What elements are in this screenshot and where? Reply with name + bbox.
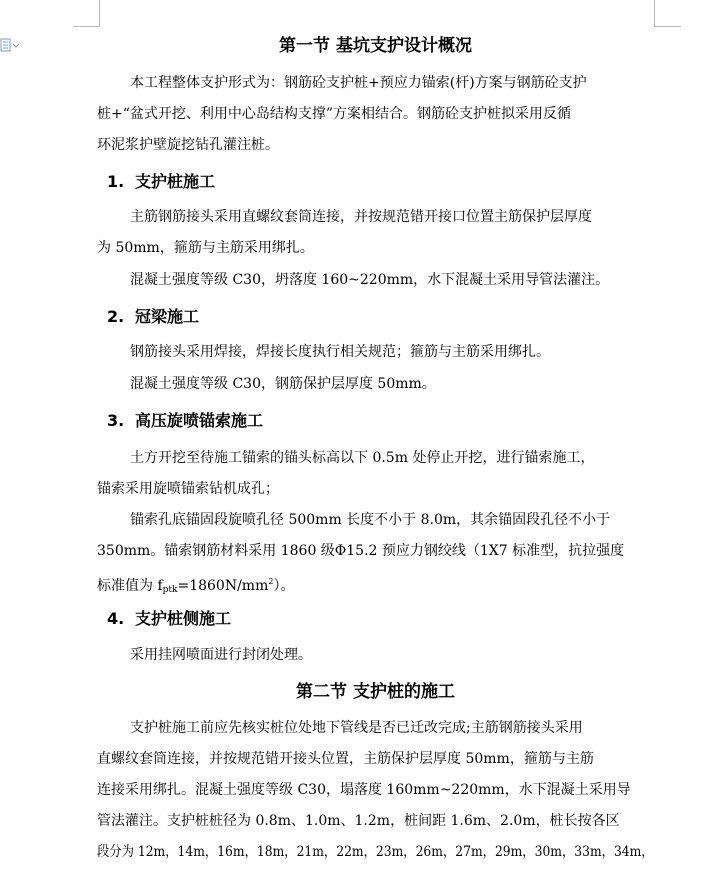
heading-jet-anchor-construction xyxy=(107,410,263,432)
text-run: ）。 xyxy=(273,578,295,594)
paragraph-line: 钢筋接头采用焊接，焊接长度执行相关规范；箍筋与主筋采用绑扎。 xyxy=(130,344,550,360)
paragraph-line: 土方开挖至待施工锚索的锚头标高以下 0.5m 处停止开挖，进行锚索施工， xyxy=(130,450,595,466)
heading-text: 冠梁施工 xyxy=(135,307,200,326)
document-outline-icon[interactable] xyxy=(0,38,20,52)
paragraph-line: 桩+“盆式开挖、利用中心岛结构支撑”方案相结合。钢筋砼支护桩拟采用反循 xyxy=(97,106,572,122)
text-run: 标准值为 xyxy=(97,578,158,594)
page-corner-mark-top-left xyxy=(73,0,100,27)
formula-symbol: f xyxy=(157,578,163,594)
paragraph-line: 锚索孔底锚固段旋喷孔径 500mm 长度不小于 8.0m，其余锚固段孔径不小于 xyxy=(130,512,611,528)
paragraph-line: 锚索采用旋喷锚索钻机成孔； xyxy=(97,481,279,497)
heading-crown-beam-construction xyxy=(107,306,199,328)
heading-support-pile-construction xyxy=(107,171,215,193)
paragraph-line: 管法灌注。支护桩桩径为 0.8m、1.0m、1.2m，桩间距 1.6m、2.0m，桩长按各区 xyxy=(97,813,620,829)
formula-value: =1860N/mm xyxy=(177,578,269,594)
paragraph-line: 支护桩施工前应先核实桩位处地下管线是否已迁改完成;主筋钢筋接头采用 xyxy=(130,720,583,736)
heading-number: 3. xyxy=(107,411,125,430)
heading-text: 支护桩施工 xyxy=(135,172,216,191)
heading-pile-side-construction xyxy=(107,608,231,630)
paragraph-line: 混凝土强度等级 C30，坍落度 160~220mm，水下混凝土采用导管法灌注。 xyxy=(130,272,610,288)
paragraph-line: 350mm。锚索钢筋材料采用 1860 级Φ15.2 预应力钢绞线（1X7 标准型，抗拉强度 xyxy=(97,543,625,559)
paragraph-line: 环泥浆护壁旋挖钻孔灌注桩。 xyxy=(97,137,279,153)
formula-superscript: 2 xyxy=(268,577,274,586)
paragraph-line: 连接采用绑扎。混凝土强度等级 C30，塌落度 160mm~220mm，水下混凝土采用导 xyxy=(97,782,631,798)
formula-subscript: ptk xyxy=(162,585,178,595)
paragraph-line: 采用挂网喷面进行封闭处理。 xyxy=(130,647,312,663)
heading-number: 1. xyxy=(107,172,125,191)
paragraph-line-formula xyxy=(97,572,294,600)
paragraph-line: 为 50mm，箍筋与主筋采用绑扎。 xyxy=(97,240,314,256)
paragraph-line: 主筋钢筋接头采用直螺纹套筒连接，并按规范错开接口位置主筋保护层厚度 xyxy=(130,209,592,225)
paragraph-line: 直螺纹套筒连接，并按规范错开接头位置，主筋保护层厚度 50mm，箍筋与主筋 xyxy=(97,751,594,767)
paragraph-line: 段分为 12m，14m，16m，18m，21m，22m，23m，26m，27m，29m，30m，33m，34m， xyxy=(97,844,654,860)
section2-title: 第二节 支护桩的施工 xyxy=(296,682,455,702)
heading-number: 2. xyxy=(107,307,125,326)
section1-title: 第一节 基坑支护设计概况 xyxy=(279,36,472,56)
heading-text: 支护桩侧施工 xyxy=(135,609,232,628)
heading-text: 高压旋喷锚索施工 xyxy=(135,411,264,430)
heading-number: 4. xyxy=(107,609,125,628)
page-corner-mark-top-right xyxy=(654,0,681,27)
paragraph-line: 本工程整体支护形式为：钢筋砼支护桩+预应力锚索(杆)方案与钢筋砼支护 xyxy=(130,75,587,91)
paragraph-line: 混凝土强度等级 C30，钢筋保护层厚度 50mm。 xyxy=(130,376,436,392)
